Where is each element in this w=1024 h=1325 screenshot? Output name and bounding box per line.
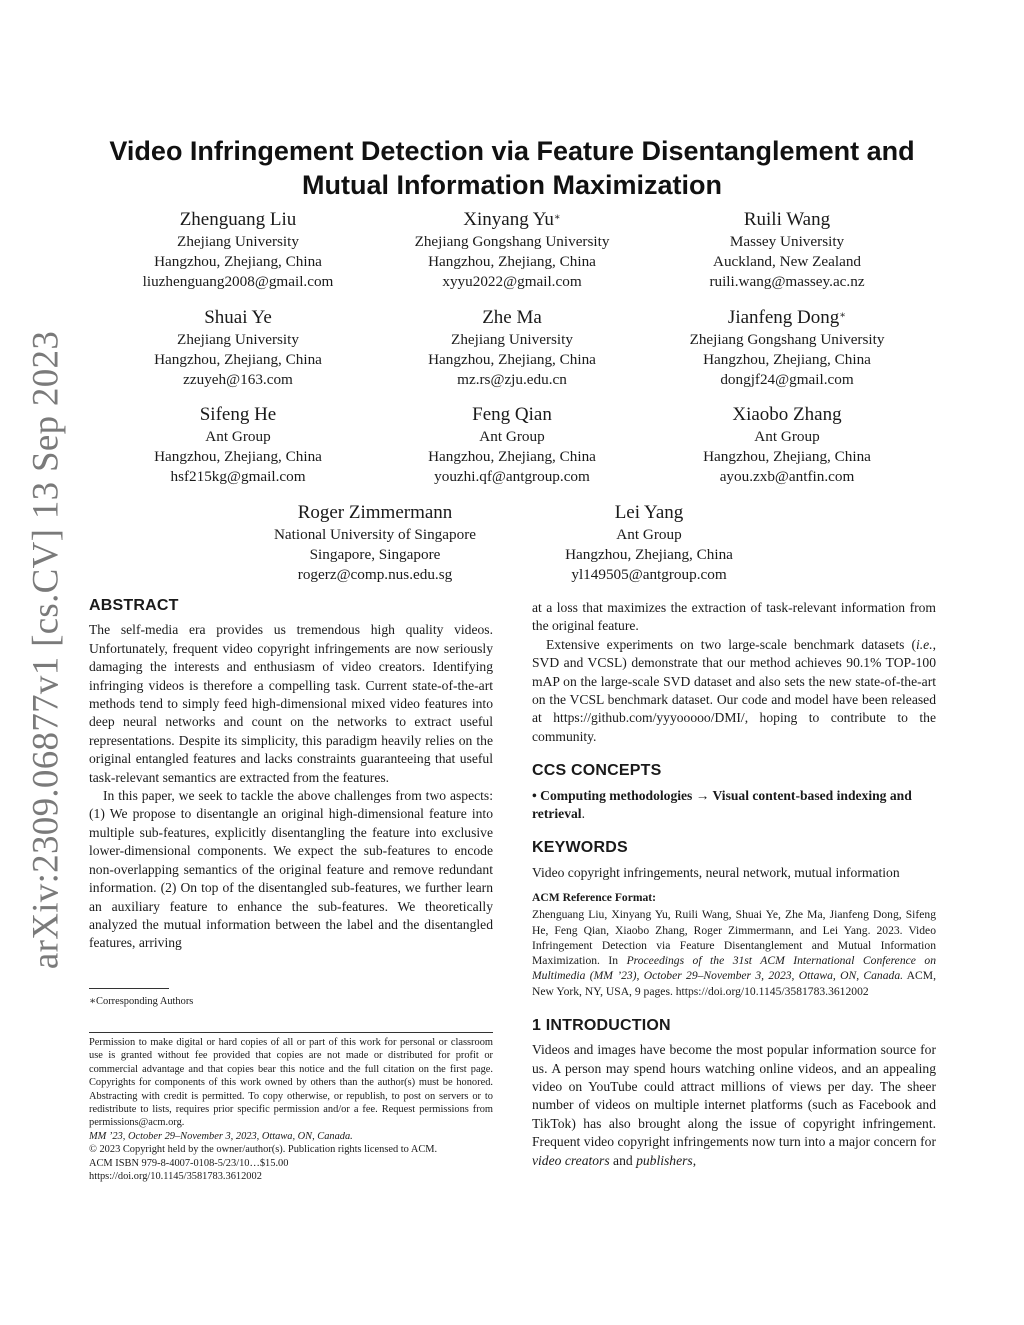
author-affiliation: Zhejiang Gongshang University [414,233,610,250]
abstract-text: Extensive experiments on two large-scale benchmark datasets ( [546,636,916,652]
author-affiliation: Zhejiang Gongshang University [689,331,885,348]
author-email: rogerz@comp.nus.edu.sg [297,566,453,583]
author-email: dongjf24@gmail.com [720,371,854,388]
author-affiliation: Ant Group [479,428,545,445]
author-location: Hangzhou, Zhejiang, China [154,351,322,368]
reference-text: ACM, New York, NY, USA, 9 pages. https://doi.org/10.1145/3581783.3612002 [532,969,936,998]
author-block [362,404,662,487]
footnote-rule [89,988,169,989]
author-location: Hangzhou, Zhejiang, China [428,253,596,270]
reference-text: Zhenguang Liu, Xinyang Yu, Ruili Wang, Shuai Ye, Zhe Ma, Jianfeng Dong, Sifeng He, Feng Qian, Xiaobo Zhang, Roger Zimmermann, and Lei Yang. 2023. Video Infringement Detection via Feature Disentanglement and Mutual Information Maximization. In [532,908,936,968]
author-name: Zhe Ma [482,307,542,328]
author-email: ayou.zxb@antfin.com [719,468,855,485]
acm-reference-text [532,907,936,998]
permission-text: Permission to make digital or hard copies of all or part of this work for personal or classroom use is granted without fee provided that copies are not made or distributed for profit or commercial advantage and that copies bear this notice and the full citation on the first page. Copyrights for components of this work owned by others than the author(s) must be honored. Abstracting with credit is permitted. To copy otherwise, or republish, to post on servers or to redistribute to lists, requires prior specific permission and/or a fee. Request permissions from permissions@acm.org. [89,1037,493,1129]
author-name: Zhenguang Liu [179,209,297,230]
author-affiliation: National University of Singapore [273,526,477,543]
author-location: Hangzhou, Zhejiang, China [428,448,596,465]
intro-text: Videos and images have become the most popular information source for us. A person may spend hours watching online videos, and an appealing video on YouTube could attract millions of views per day. The sheer number of videos on multiple internet platforms (such as Facebook and TikTok) has also brought along the issue of copyright infringement. Frequent video copyright infringements now turn into a major concern for [532,1042,936,1150]
venue-line: MM ’23, October 29–November 3, 2023, Ottawa, ON, Canada. [89,1130,353,1142]
intro-text: and [609,1152,637,1168]
author-name: Roger Zimmermann [297,502,453,523]
author-location: Hangzhou, Zhejiang, China [703,448,871,465]
author-location: Hangzhou, Zhejiang, China [154,448,322,465]
author-block [88,404,388,487]
paper-title [60,134,964,202]
abstract-text: , SVD and VCSL) demonstrate that our method achieves 90.1% TOP-100 mAP on the large-scale SVD dataset and also sets the new state-of-the-art on the VCSL benchmark dataset. Our code and model have been released at https://github.com/yyyooooo/DMI/, hoping to contribute to the community. [532,636,936,744]
author-location: Hangzhou, Zhejiang, China [703,351,871,368]
author-block [637,209,937,292]
title-line-2: Mutual Information Maximization [301,170,722,200]
author-email: yl149505@antgroup.com [571,566,727,583]
ccs-concepts [532,787,936,824]
author-name: Sifeng He [199,404,277,425]
author-affiliation: Ant Group [616,526,682,543]
author-block [499,502,799,585]
author-email: liuzhenguang2008@gmail.com [142,273,334,290]
author-name: Ruili Wang [743,209,831,230]
author-location: Auckland, New Zealand [712,253,862,270]
introduction-heading: 1 INTRODUCTION [532,1016,671,1034]
author-name: Xinyang Yu [463,209,554,230]
author-location: Hangzhou, Zhejiang, China [428,351,596,368]
author-block [88,209,388,292]
corresponding-mark: ∗ [839,310,847,321]
author-block [637,307,937,390]
abstract-section [89,597,493,953]
author-email: hsf215kg@gmail.com [170,468,306,485]
author-affiliation: Zhejiang University [451,331,573,348]
author-block [362,307,662,390]
ccs-heading: CCS CONCEPTS [532,762,662,780]
permission-block [89,1036,493,1183]
abstract-paragraph-2: In this paper, we seek to tackle the above challenges from two aspects: (1) We propose to disentangle an original high-dimensional feature into multiple sub-features, explicitly disentangling the feature into exclusive lower-dimensional components. We expect the sub-features to encode non-overlapping semantics of the original feature and remove redundant information. (2) On top of the disentangled sub-features, we further learn an auxiliary feature to enhance the sub-features. We theoretically analyzed the mutual information between the label and the disentangled features, arriving [89,788,493,951]
author-email: mz.rs@zju.edu.cn [457,371,567,388]
acm-reference-heading: ACM Reference Format: [532,891,657,905]
author-email: zzuyeh@163.com [183,371,293,388]
author-affiliation: Ant Group [205,428,271,445]
author-affiliation: Ant Group [754,428,820,445]
author-block [88,307,388,390]
intro-italic: video creators [532,1152,610,1168]
abstract-paragraph-2-continued: at a loss that maximizes the extraction of task-relevant information from the original feature. [532,600,936,634]
author-affiliation: Massey University [729,233,845,250]
author-name: Shuai Ye [204,307,272,328]
copyright-line: © 2023 Copyright held by the owner/author(s). Publication rights licensed to ACM. [89,1144,438,1156]
author-block [225,502,525,585]
author-name: Lei Yang [614,502,684,523]
keywords-heading: KEYWORDS [532,839,628,857]
right-column [532,599,936,1170]
ccs-text: • Computing methodologies → Visual content-based indexing and retrieval [532,787,912,822]
abstract-paragraph-3 [532,636,936,746]
intro-text: , [692,1152,697,1168]
author-block [362,209,662,292]
author-name: Feng Qian [472,404,552,425]
abstract-heading: ABSTRACT [89,597,179,614]
permission-rule [89,1032,493,1033]
corresponding-mark: ∗ [553,212,561,223]
author-name: Jianfeng Dong [727,307,840,328]
doi-link[interactable]: https://doi.org/10.1145/3581783.3612002 [89,1171,262,1183]
introduction-paragraph [532,1041,936,1170]
author-location: Hangzhou, Zhejiang, China [565,546,733,563]
isbn-line: ACM ISBN 979-8-4007-0108-5/23/10…$15.00 [89,1157,289,1169]
title-line-1: Video Infringement Detection via Feature Disentanglement and [109,136,915,166]
keywords-text: Video copyright infringements, neural network, mutual information [532,864,900,880]
intro-italic: publishers [636,1152,693,1168]
ccs-period: . [581,806,585,822]
author-email: ruili.wang@massey.ac.nz [709,273,865,290]
reference-venue: Proceedings of the 31st ACM International Conference on Multimedia (MM ’23), October 29–November 3, 2023, Ottawa, ON, Canada. [532,954,936,983]
author-location: Singapore, Singapore [309,546,441,563]
author-block [637,404,937,487]
corresponding-footnote: ∗Corresponding Authors [89,996,194,1007]
author-affiliation: Zhejiang University [177,233,299,250]
abstract-paragraph-1: The self-media era provides us tremendous high quality videos. Unfortunately, frequent video copyright infringements are now seriously damaging the interests and enthusiasm of video creators. Identifying infringing videos is therefore a compelling task. Current state-of-the-art methods tend to simply feed high-dimensional mixed video features into deep neural networks and count on the networks to extract useful representations. Despite its simplicity, this paradigm heavily relies on the original entangled features and lacks constraints guaranteeing that useful task-relevant semantics are extracted from the features. [89,622,493,785]
author-location: Hangzhou, Zhejiang, China [154,253,322,270]
abstract-italic: i.e. [915,636,933,652]
arxiv-identifier: arXiv:2309.06877v1 [cs.CV] 13 Sep 2023 [25,330,67,970]
author-email: youzhi.qf@antgroup.com [434,468,590,485]
author-affiliation: Zhejiang University [177,331,299,348]
author-email: xyyu2022@gmail.com [442,273,582,290]
author-name: Xiaobo Zhang [732,404,842,425]
